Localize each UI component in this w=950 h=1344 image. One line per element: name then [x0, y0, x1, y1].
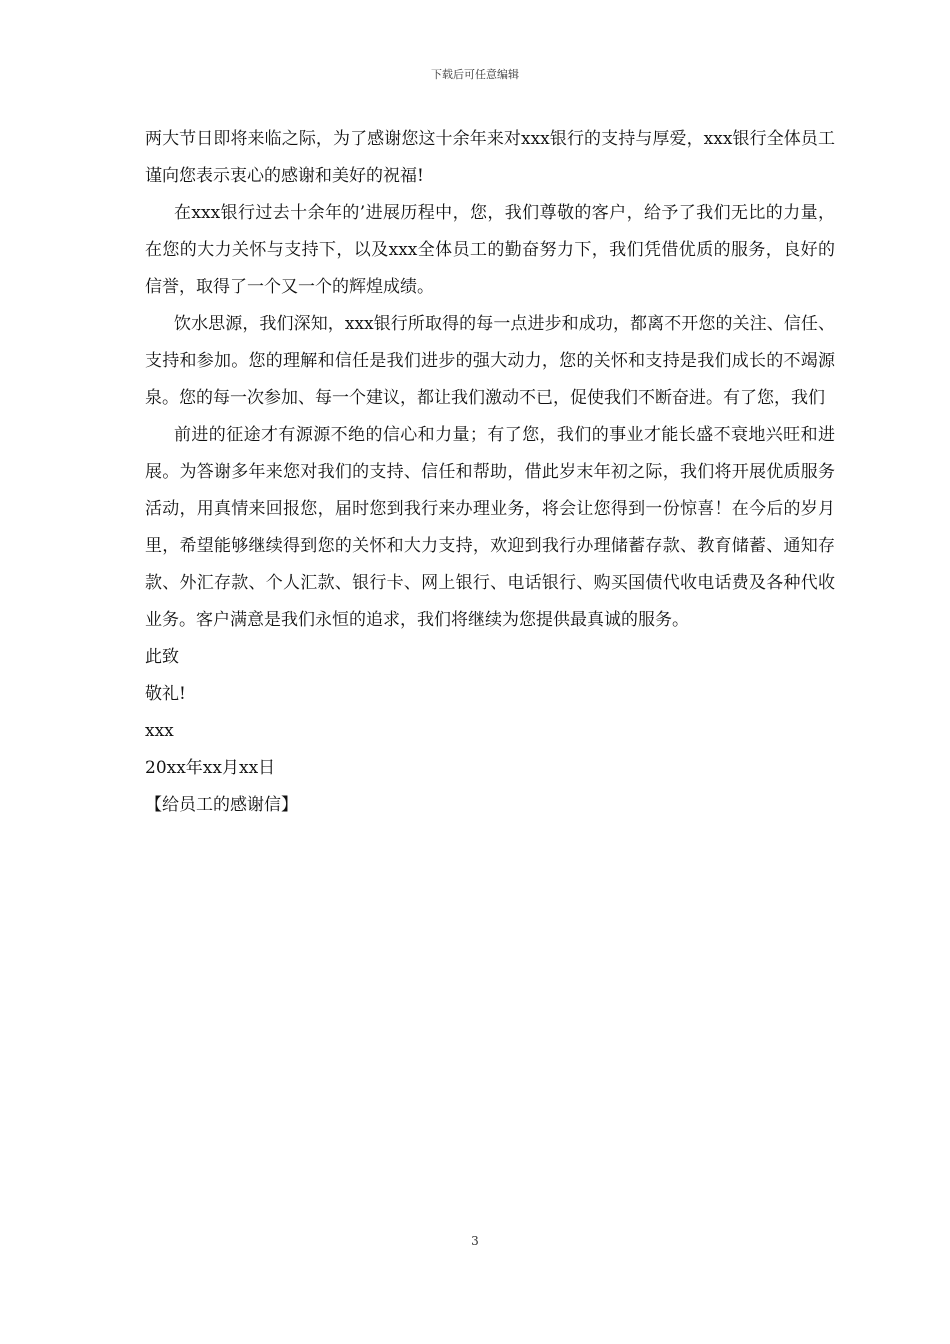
next-section-title: 【给员工的感谢信】 [145, 795, 298, 815]
paragraph-2: 在xxx银行过去十余年的’进展历程中，您，我们尊敬的客户，给予了我们无比的力量，在您的大力关怀与支持下，以及xxx全体员工的勤奋努力下，我们凭借优质的服务，良好的信誉，取得了一个又一个的辉煌成绩。 [145, 203, 835, 297]
letter-body [145, 121, 835, 824]
paragraph-4: 前进的征途才有源源不绝的信心和力量；有了您，我们的事业才能长盛不衰地兴旺和进展。为答谢多年来您对我们的支持、信任和帮助，借此岁末年初之际，我们将开展优质服务活动，用真情来回报您，届时您到我行来办理业务，将会让您得到一份惊喜！在今后的岁月里，希望能够继续得到您的关怀和大力支持，欢迎到我行办理储蓄存款、教育储蓄、通知存款、外汇存款、个人汇款、银行卡、网上银行、电话银行、购买国债代收电话费及各种代收业务。客户满意是我们永恒的追求，我们将继续为您提供最真诚的服务。 [145, 425, 835, 630]
paragraph-3: 饮水思源，我们深知，xxx银行所取得的每一点进步和成功，都离不开您的关注、信任、支持和参加。您的理解和信任是我们进步的强大动力，您的关怀和支持是我们成长的不竭源泉。您的每一次参加、每一个建议，都让我们激动不已，促使我们不断奋进。有了您，我们 [145, 314, 835, 408]
page-header: 下载后可任意编辑 [431, 68, 519, 81]
letter-date: 20xx年xx月xx日 [145, 758, 276, 778]
closing-regards: 敬礼! [145, 684, 186, 704]
signature: xxx [145, 721, 174, 741]
paragraph-1: 两大节日即将来临之际，为了感谢您这十余年来对xxx银行的支持与厚爱，xxx银行全体员工谨向您表示衷心的感谢和美好的祝福! [145, 129, 835, 186]
page-number: 3 [471, 1234, 479, 1248]
closing-salutation: 此致 [145, 647, 179, 667]
